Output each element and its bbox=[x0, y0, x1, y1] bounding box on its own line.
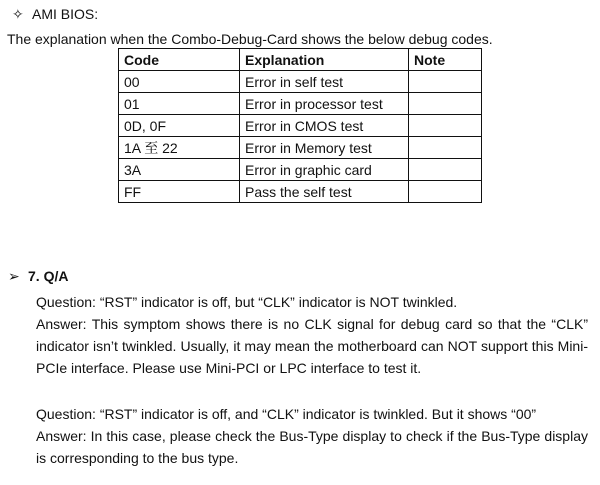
header-note: Note bbox=[409, 49, 482, 71]
table-header-row bbox=[119, 49, 482, 71]
explanation-cell: Error in Memory test bbox=[240, 137, 409, 159]
note-cell bbox=[409, 181, 482, 203]
ami-bios-title: AMI BIOS: bbox=[32, 6, 99, 22]
note-cell bbox=[409, 71, 482, 93]
debug-code-table bbox=[118, 48, 482, 203]
note-cell bbox=[409, 137, 482, 159]
arrow-right-icon: ➢ bbox=[8, 268, 20, 284]
qa-section-heading bbox=[8, 268, 68, 285]
qa-section-title: 7. Q/A bbox=[28, 268, 69, 284]
note-cell bbox=[409, 115, 482, 137]
code-cell: 00 bbox=[119, 71, 240, 93]
code-cell: FF bbox=[119, 181, 240, 203]
table-row bbox=[119, 71, 482, 93]
code-cell: 3A bbox=[119, 159, 240, 181]
qa-item-1 bbox=[36, 291, 588, 379]
code-cell: 1A 至 22 bbox=[119, 137, 240, 159]
answer-text: Answer: In this case, please check the Bus-Type display to check if the Bus-Type display is corresponding to the bus type. bbox=[36, 428, 588, 466]
explanation-cell: Pass the self test bbox=[240, 181, 409, 203]
code-cell: 0D, 0F bbox=[119, 115, 240, 137]
explanation-cell: Error in graphic card bbox=[240, 159, 409, 181]
table-row bbox=[119, 181, 482, 203]
intro-text: The explanation when the Combo-Debug-Card shows the below debug codes. bbox=[7, 31, 493, 47]
ami-bios-heading bbox=[12, 6, 98, 23]
table-row bbox=[119, 137, 482, 159]
note-cell bbox=[409, 159, 482, 181]
explanation-cell: Error in processor test bbox=[240, 93, 409, 115]
explanation-cell: Error in self test bbox=[240, 71, 409, 93]
question-text: Question: “RST” indicator is off, and “CLK” indicator is twinkled. But it shows “00” bbox=[36, 406, 537, 422]
header-code: Code bbox=[119, 49, 240, 71]
table-row bbox=[119, 159, 482, 181]
answer-text: Answer: This symptom shows there is no CLK signal for debug card so that the “CLK” indicator isn’t twinkled. Usually, it may mean the motherboard can NOT support this Mini-PCIe interface. Please use Mini-PCI or LPC interface to test it. bbox=[36, 316, 588, 376]
note-cell bbox=[409, 93, 482, 115]
code-cell: 01 bbox=[119, 93, 240, 115]
explanation-cell: Error in CMOS test bbox=[240, 115, 409, 137]
header-explanation: Explanation bbox=[240, 49, 409, 71]
table-row bbox=[119, 115, 482, 137]
qa-item-2 bbox=[36, 403, 588, 469]
question-text: Question: “RST” indicator is off, but “CLK” indicator is NOT twinkled. bbox=[36, 294, 458, 310]
table-row bbox=[119, 93, 482, 115]
diamond-outline-icon: ✧ bbox=[12, 6, 24, 22]
